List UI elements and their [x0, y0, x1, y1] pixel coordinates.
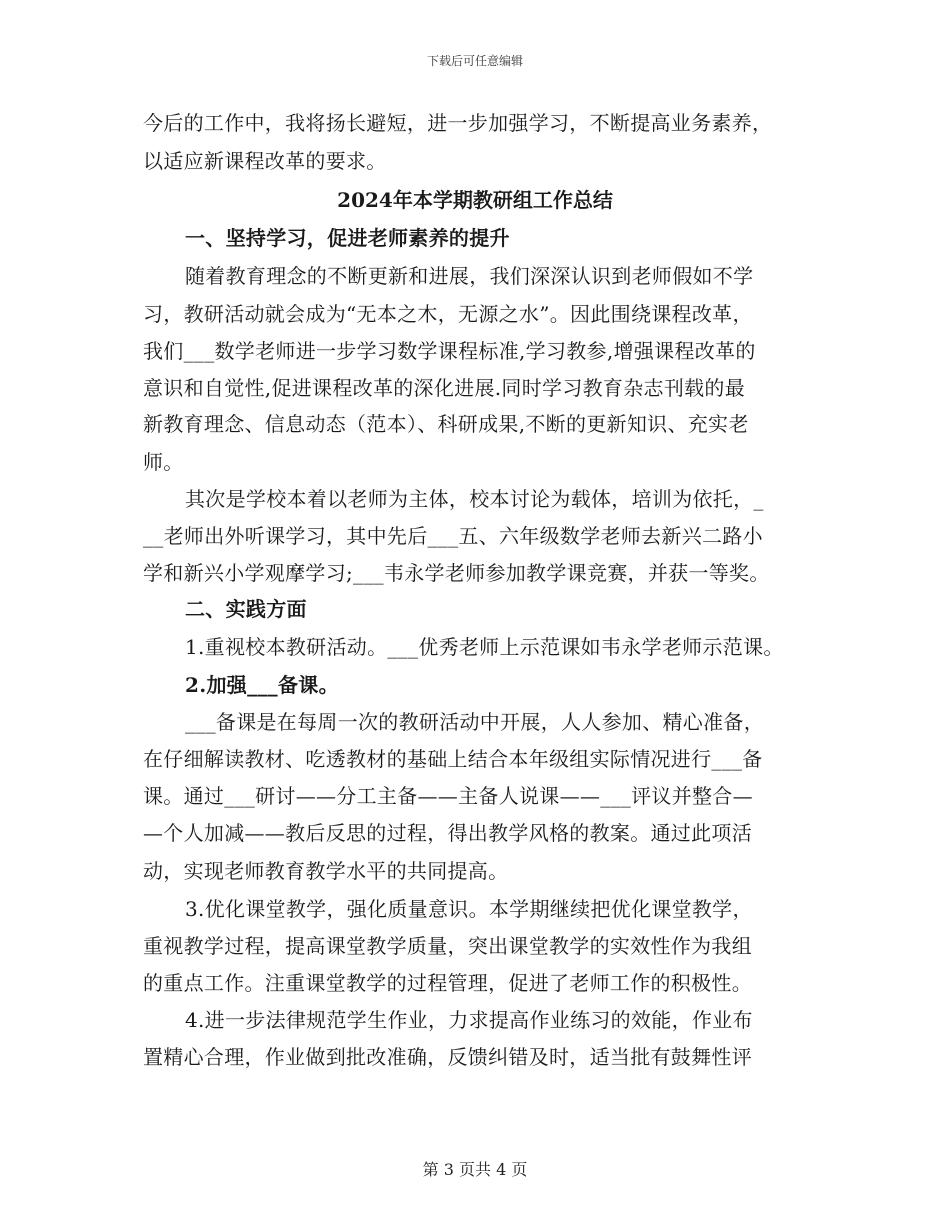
body-line: 的重点工作。注重课堂教学的过程管理，促进了老师工作的积极性。 — [143, 971, 752, 995]
document-title: 2024年本学期教研组工作总结 — [337, 188, 613, 212]
body-line: 今后的工作中，我将扬长避短，进一步加强学习，不断提高业务素养， — [143, 111, 773, 135]
body-line: __老师出外听课学习，其中先后___五、六年级数学老师去新兴二路小 — [143, 524, 763, 548]
body-line: 随着教育理念的不断更新和进展，我们深深认识到老师假如不学 — [185, 264, 754, 288]
section-heading: 一、坚持学习，促进老师素养的提升 — [185, 226, 510, 250]
section-heading: 二、实践方面 — [185, 597, 307, 621]
body-line: 在仔细解读教材、吃透教材的基础上结合本年级组实际情况进行___备 — [143, 747, 763, 771]
body-line: 其次是学校本着以老师为主体，校本讨论为载体，培训为依托，_ — [185, 487, 764, 511]
body-line: 我们___数学老师进一步学习数学课程标准,学习教参,增强课程改革的 — [143, 339, 756, 363]
body-line: 新教育理念、信息动态（范本）、科研成果,不断的更新知识、充实老 — [143, 412, 749, 436]
body-line: 课。通过___研讨——分工主备——主备人说课——___评议并整合— — [143, 784, 753, 808]
body-line: 1.重视校本教研活动。___优秀老师上示范课如韦永学老师示范课。 — [185, 635, 784, 659]
body-line: 意识和自觉性,促进课程改革的深化进展.同时学习教育杂志刊载的最 — [143, 376, 746, 400]
body-line: 4.进一步法律规范学生作业，力求提高作业练习的效能，作业布 — [185, 1008, 753, 1032]
body-line: 置精心合理，作业做到批改准确，反馈纠错及时，适当批有鼓舞性评 — [143, 1045, 752, 1069]
subsection-heading: 2.加强___备课。 — [185, 673, 339, 697]
page-header: 下载后可任意编辑 — [426, 54, 523, 68]
body-line: 3.优化课堂教学，强化质量意识。本学期继续把优化课堂教学， — [185, 897, 753, 921]
body-line: —个人加减——教后反思的过程，得出教学风格的教案。通过此项活 — [143, 821, 752, 845]
body-line: 习，教研活动就会成为“无本之木，无源之水”。因此围绕课程改革， — [143, 302, 753, 326]
page-footer: 第 3 页共 4 页 — [422, 1160, 528, 1179]
body-line: ___备课是在每周一次的教研活动中开展，人人参加、精心准备， — [185, 710, 764, 734]
body-line: 动，实现老师教育教学水平的共同提高。 — [143, 859, 509, 883]
body-line: 学和新兴小学观摩学习;___韦永学老师参加教学课竞赛，并获一等奖。 — [143, 561, 770, 585]
body-line: 以适应新课程改革的要求。 — [143, 149, 387, 173]
body-line: 师。 — [143, 450, 184, 474]
body-line: 重视教学过程，提高课堂教学质量，突出课堂教学的实效性作为我组 — [143, 934, 752, 958]
